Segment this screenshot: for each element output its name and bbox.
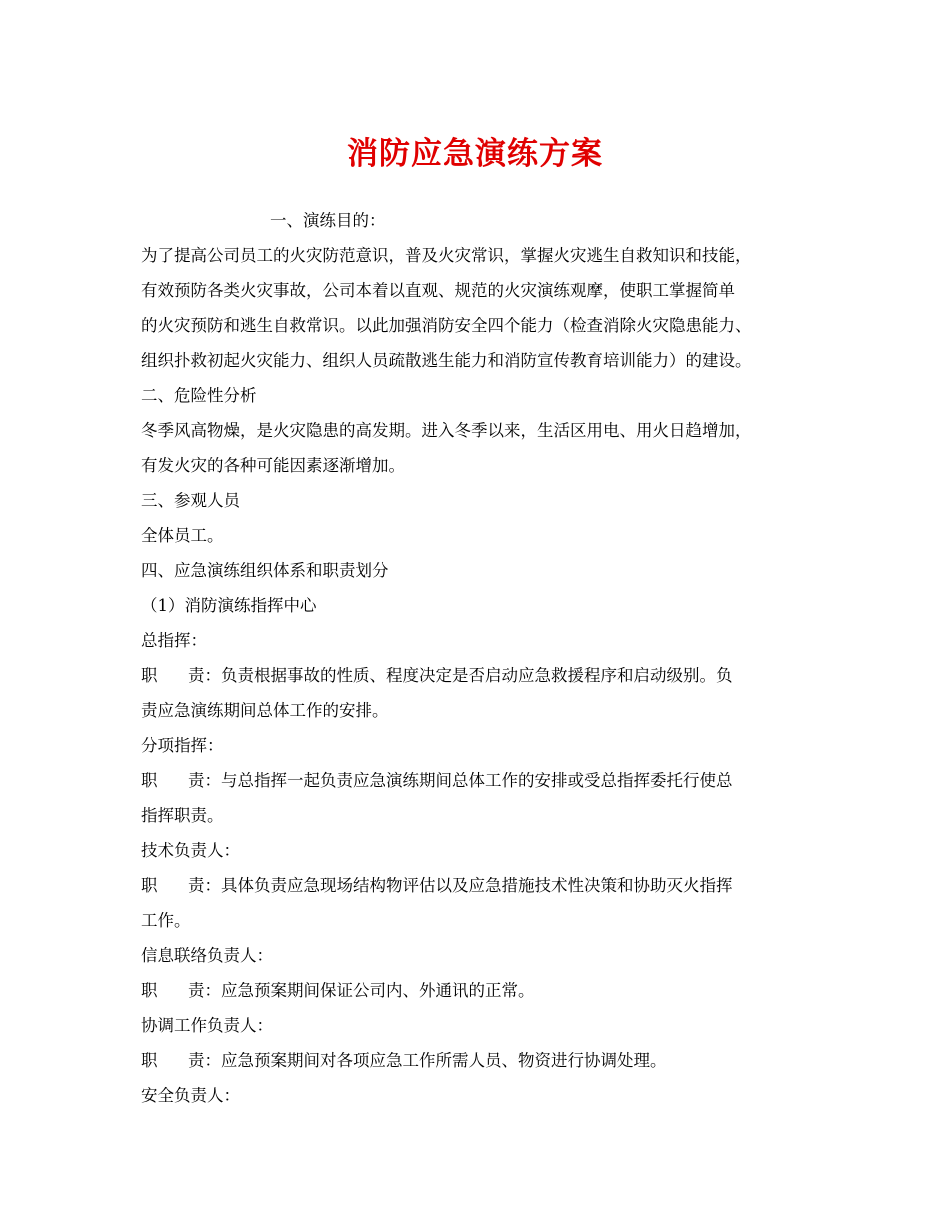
duty-label: 职: [141, 876, 158, 895]
duty-line: [141, 763, 841, 798]
duty-label: 责：: [188, 1051, 221, 1070]
paragraph-line: 的火灾预防和逃生自救常识。以此加强消防安全四个能力（检查消除火灾隐患能力、: [141, 316, 752, 335]
duty-text: 负责根据事故的性质、程度决定是否启动应急救援程序和启动级别。负: [221, 666, 733, 685]
paragraph-line: 责应急演练期间总体工作的安排。: [141, 701, 389, 720]
role-heading: 安全负责人：: [141, 1086, 240, 1105]
section-heading-organization: 四、应急演练组织体系和职责划分: [141, 561, 389, 580]
paragraph-line: 为了提高公司员工的火灾防范意识，普及火灾常识，掌握火灾逃生自救知识和技能，: [141, 246, 752, 265]
duty-text: 与总指挥一起负责应急演练期间总体工作的安排或受总指挥委托行使总: [221, 771, 733, 790]
duty-label: 职: [141, 1051, 158, 1070]
document-body: [141, 203, 841, 1113]
duty-label: 职: [141, 981, 158, 1000]
section-heading-purpose: 一、演练目的：: [270, 211, 386, 230]
paragraph-line: 指挥职责。: [141, 806, 224, 825]
duty-label: 职: [141, 771, 158, 790]
duty-label: 责：: [188, 981, 221, 1000]
duty-line: [141, 868, 841, 903]
duty-text: 应急预案期间保证公司内、外通讯的正常。: [221, 981, 535, 1000]
duty-text: 具体负责应急现场结构物评估以及应急措施技术性决策和协助灭火指挥: [221, 876, 733, 895]
paragraph-line: 工作。: [141, 911, 191, 930]
duty-label: 职: [141, 666, 158, 685]
subsection-heading: （1）消防演练指挥中心: [141, 596, 317, 615]
section-heading-participants: 三、参观人员: [141, 491, 240, 510]
paragraph-line: 组织扑救初起火灾能力、组织人员疏散逃生能力和消防宣传教育培训能力）的建设。: [141, 351, 752, 370]
paragraph-line: 冬季风高物燥，是火灾隐患的高发期。进入冬季以来，生活区用电、用火日趋增加，: [141, 421, 752, 440]
role-heading: 信息联络负责人：: [141, 946, 273, 965]
role-heading: 协调工作负责人：: [141, 1016, 273, 1035]
duty-label: 责：: [188, 666, 221, 685]
role-heading: 总指挥：: [141, 631, 207, 650]
role-heading: 技术负责人：: [141, 841, 240, 860]
paragraph-line: 全体员工。: [141, 526, 224, 545]
duty-line: [141, 973, 841, 1008]
section-heading-risk: 二、危险性分析: [141, 386, 257, 405]
duty-label: 责：: [188, 771, 221, 790]
document-title: 消防应急演练方案: [347, 136, 603, 172]
paragraph-line: 有效预防各类火灾事故，公司本着以直观、规范的火灾演练观摩，使职工掌握简单: [141, 281, 735, 300]
duty-line: [141, 1043, 841, 1078]
role-heading: 分项指挥：: [141, 736, 224, 755]
paragraph-line: 有发火灾的各种可能因素逐渐增加。: [141, 456, 405, 475]
duty-line: [141, 658, 841, 693]
duty-text: 应急预案期间对各项应急工作所需人员、物资进行协调处理。: [221, 1051, 667, 1070]
duty-label: 责：: [188, 876, 221, 895]
